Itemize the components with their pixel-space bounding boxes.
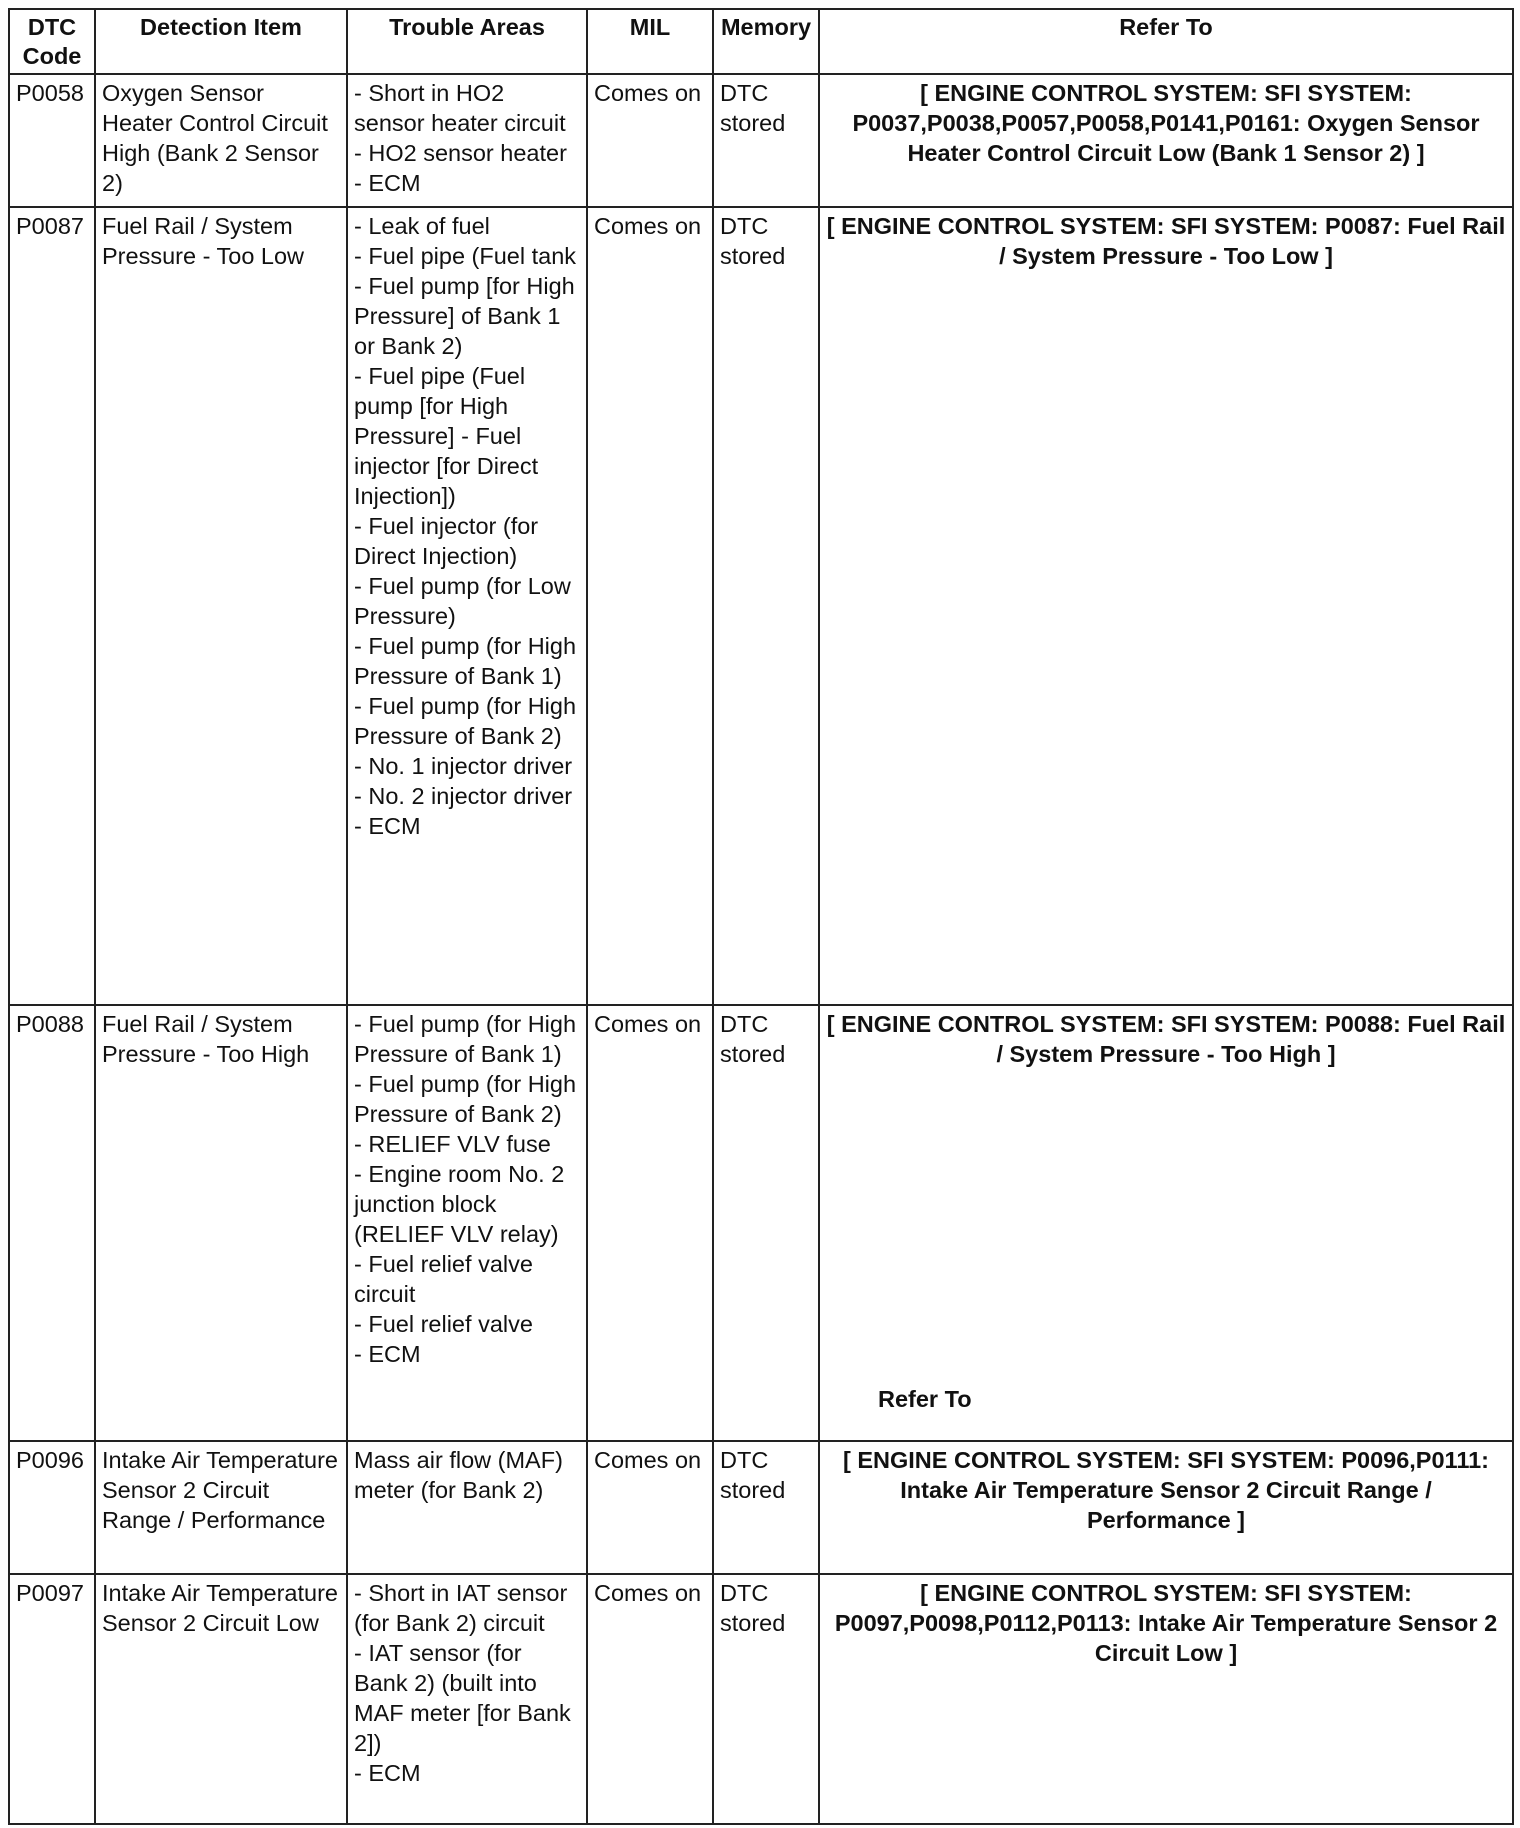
trouble-areas-cell [347, 74, 587, 207]
dtc-table [8, 8, 1514, 1825]
trouble-area-line: - Fuel relief valve [354, 1311, 533, 1337]
header-detection-item: Detection Item [95, 9, 347, 74]
trouble-areas-cell [347, 1005, 587, 1441]
trouble-area-line: - Short in HO2 sensor heater circuit [354, 80, 566, 136]
trouble-area-line: - ECM [354, 170, 421, 196]
trouble-areas-cell [347, 1574, 587, 1824]
dtc-code-cell: P0097 [9, 1574, 95, 1824]
detection-item-cell: Fuel Rail / System Pressure - Too High [95, 1005, 347, 1441]
trouble-area-line: - ECM [354, 813, 421, 839]
memory-cell: DTC stored [713, 74, 819, 207]
refer-to-link[interactable]: [ ENGINE CONTROL SYSTEM: SFI SYSTEM: P0088: Fuel Rail / System Pressure - Too High ] [826, 1011, 1506, 1067]
header-mil: MIL [587, 9, 713, 74]
refer-to-link[interactable]: [ ENGINE CONTROL SYSTEM: SFI SYSTEM: P0087: Fuel Rail / System Pressure - Too Low ] [819, 207, 1513, 1005]
trouble-area-line: - Fuel pump (for High Pressure of Bank 1) [354, 633, 577, 689]
trouble-areas-cell [347, 1441, 587, 1574]
mil-cell: Comes on [587, 1005, 713, 1441]
dtc-code-cell: P0088 [9, 1005, 95, 1441]
table-row [9, 1005, 1513, 1441]
trouble-area-line: - No. 1 injector driver [354, 753, 573, 779]
trouble-area-line: - No. 2 injector driver [354, 783, 573, 809]
header-refer-to: Refer To [819, 9, 1513, 74]
table-row [9, 1441, 1513, 1574]
dtc-code-cell: P0087 [9, 207, 95, 1005]
detection-item-cell: Intake Air Temperature Sensor 2 Circuit Low [95, 1574, 347, 1824]
trouble-area-line: - Short in IAT sensor (for Bank 2) circuit [354, 1580, 568, 1636]
header-row [9, 9, 1513, 74]
trouble-area-line: - HO2 sensor heater [354, 140, 567, 166]
detection-item-cell: Oxygen Sensor Heater Control Circuit High (Bank 2 Sensor 2) [95, 74, 347, 207]
table-row [9, 207, 1513, 1005]
trouble-area-line: - Fuel relief valve circuit [354, 1251, 533, 1307]
mil-cell: Comes on [587, 74, 713, 207]
trouble-area-line: - IAT sensor (for Bank 2) (built into MAF meter [for Bank 2]) [354, 1640, 571, 1756]
refer-to-note: Refer To [878, 1386, 972, 1412]
dtc-code-cell: P0096 [9, 1441, 95, 1574]
table-row [9, 1574, 1513, 1824]
trouble-area-line: Mass air flow (MAF) meter (for Bank 2) [354, 1447, 563, 1503]
header-trouble-areas: Trouble Areas [347, 9, 587, 74]
trouble-area-line: - Fuel pipe (Fuel pump [for High Pressure] - Fuel injector [for Direct Injection]) [354, 363, 539, 509]
trouble-area-line: - Fuel pump (for Low Pressure) [354, 573, 571, 629]
header-dtc-code: DTC Code [9, 9, 95, 74]
mil-cell: Comes on [587, 1574, 713, 1824]
trouble-area-line: - ECM [354, 1760, 421, 1786]
memory-cell: DTC stored [713, 1441, 819, 1574]
trouble-area-line: - Fuel pump (for High Pressure of Bank 2) [354, 1071, 577, 1127]
memory-cell: DTC stored [713, 1574, 819, 1824]
trouble-area-line: - Fuel pump (for High Pressure of Bank 1) [354, 1011, 577, 1067]
header-memory: Memory [713, 9, 819, 74]
memory-cell: DTC stored [713, 207, 819, 1005]
detection-item-cell: Intake Air Temperature Sensor 2 Circuit Range / Performance [95, 1441, 347, 1574]
trouble-area-line: - Fuel pump (for High Pressure of Bank 2) [354, 693, 577, 749]
trouble-area-line: - RELIEF VLV fuse [354, 1131, 551, 1157]
detection-item-cell: Fuel Rail / System Pressure - Too Low [95, 207, 347, 1005]
refer-to-link[interactable]: [ ENGINE CONTROL SYSTEM: SFI SYSTEM: P0096,P0111: Intake Air Temperature Sensor 2 Circuit Range / Performance ] [819, 1441, 1513, 1574]
trouble-area-line: - Fuel pipe (Fuel tank - Fuel pump [for High Pressure] of Bank 1 or Bank 2) [354, 243, 577, 359]
memory-cell: DTC stored [713, 1005, 819, 1441]
trouble-area-line: - Engine room No. 2 junction block (RELIEF VLV relay) [354, 1161, 565, 1247]
refer-to-cell [819, 1005, 1513, 1441]
trouble-area-line: - ECM [354, 1341, 421, 1367]
mil-cell: Comes on [587, 1441, 713, 1574]
table-row [9, 74, 1513, 207]
trouble-areas-cell [347, 207, 587, 1005]
trouble-area-line: - Leak of fuel [354, 213, 490, 239]
refer-to-link[interactable]: [ ENGINE CONTROL SYSTEM: SFI SYSTEM: P0037,P0038,P0057,P0058,P0141,P0161: Oxygen Sensor Heater Control Circuit Low (Bank 1 Sensor 2) ] [819, 74, 1513, 207]
trouble-area-line: - Fuel injector (for Direct Injection) [354, 513, 539, 569]
refer-to-link[interactable]: [ ENGINE CONTROL SYSTEM: SFI SYSTEM: P0097,P0098,P0112,P0113: Intake Air Temperature Sensor 2 Circuit Low ] [819, 1574, 1513, 1824]
mil-cell: Comes on [587, 207, 713, 1005]
dtc-code-cell: P0058 [9, 74, 95, 207]
